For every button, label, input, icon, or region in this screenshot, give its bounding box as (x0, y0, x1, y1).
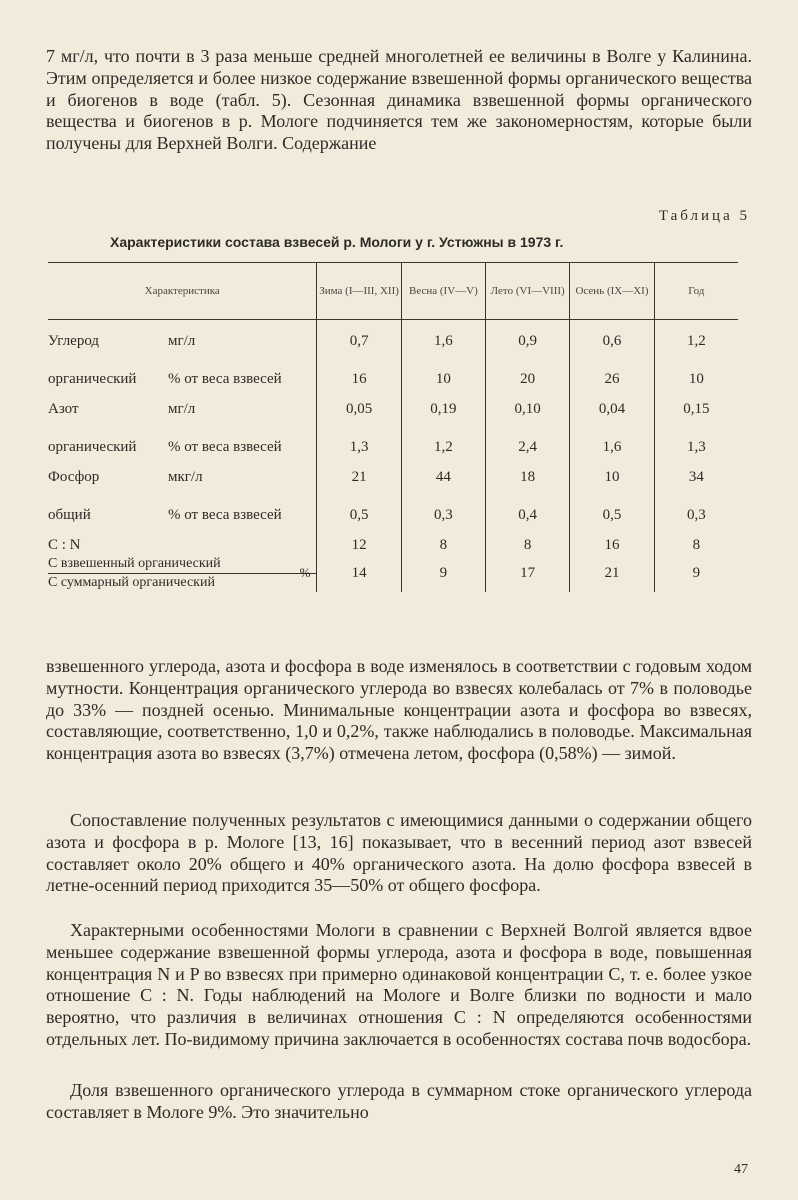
cell-value: 0,3 (401, 486, 485, 524)
cell-value: 0,15 (654, 388, 738, 418)
cell-value: 0,5 (570, 486, 654, 524)
cell-value: 1,3 (317, 418, 401, 456)
table-row (48, 456, 738, 486)
cell-value: 9 (654, 554, 738, 592)
row-characteristic (48, 418, 317, 456)
table-body (48, 320, 738, 593)
row-unit: % от веса взвесей (168, 439, 282, 455)
cell-value: 0,05 (317, 388, 401, 418)
row-unit: % от веса взвесей (168, 371, 282, 387)
cell-value: 21 (317, 456, 401, 486)
cell-value: 1,2 (654, 320, 738, 351)
row-characteristic (48, 554, 317, 592)
row-characteristic (48, 388, 317, 418)
cell-value: 17 (486, 554, 570, 592)
paragraph-after-table-1: взвешенного углерода, азота и фосфора в воде изменялось в соответствии с годовым ходом мутности. Концентрация органического углерода во взвесях колебалась от 7% в половодье до 33% — поздней осенью. Минимальные концентрации азота и фосфора во взвесях, составляющие, соответственно, 1,0 и 0,2%, также наблюдались в половодье. Максимальная концентрация азота во взвесях (3,7%) отмечена летом, фосфора (0,58%) — зимой. (46, 656, 752, 764)
cell-value: 0,10 (486, 388, 570, 418)
cell-value: 2,4 (486, 418, 570, 456)
cell-value: 10 (570, 456, 654, 486)
row-label: C : N (48, 537, 81, 553)
row-label: Углерод (48, 333, 100, 349)
table-caption: Характеристики состава взвесей р. Мологи у г. Устюжны в 1973 г. (110, 234, 564, 250)
cell-value: 1,6 (401, 320, 485, 351)
cell-value: 0,7 (317, 320, 401, 351)
cell-value: 0,6 (570, 320, 654, 351)
header-characteristic: Характеристика (48, 263, 317, 320)
cell-value: 10 (654, 350, 738, 388)
cell-value: 12 (317, 524, 401, 554)
row-label: общий (48, 507, 91, 523)
header-summer: Лето (VI—VIII) (486, 263, 570, 320)
cell-value: 9 (401, 554, 485, 592)
table-row (48, 418, 738, 456)
row-label: Фосфор (48, 469, 100, 485)
data-table (48, 262, 738, 592)
data-table-container (48, 262, 738, 592)
row-unit: мг/л (168, 401, 196, 417)
row-characteristic (48, 350, 317, 388)
row-characteristic (48, 456, 317, 486)
cell-value: 26 (570, 350, 654, 388)
header-spring: Весна (IV—V) (401, 263, 485, 320)
table-row (48, 350, 738, 388)
cell-value: 0,4 (486, 486, 570, 524)
row-unit: % от веса взвесей (168, 507, 282, 523)
table-label: Таблица 5 (658, 208, 750, 224)
cell-value: 44 (401, 456, 485, 486)
cell-value: 10 (401, 350, 485, 388)
paragraph-top: 7 мг/л, что почти в 3 раза меньше средней многолетней ее величины в Волге у Калинина. Этим определяется и более низкое содержание взвешенной формы органического вещества и биогенов в воде (табл. 5). Сезонная динамика взвешенной формы органического вещества и биогенов в р. Мологе подчиняется тем же закономерностям, которые были получены для Верхней Волги. Содержание (46, 46, 752, 154)
header-year: Год (654, 263, 738, 320)
table-row-fraction (48, 554, 738, 592)
cell-value: 34 (654, 456, 738, 486)
cell-value: 18 (486, 456, 570, 486)
cell-value: 8 (401, 524, 485, 554)
row-label: Азот (48, 401, 79, 417)
table-row (48, 524, 738, 554)
row-unit: мкг/л (168, 469, 203, 485)
paragraph-after-table-4: Доля взвешенного органического углерода в суммарном стоке органического углерода составляет в Мологе 9%. Это значительно (46, 1080, 752, 1122)
page-number: 47 (734, 1162, 748, 1177)
fraction-numerator: С взвешенный органический (48, 556, 221, 571)
cell-value: 0,5 (317, 486, 401, 524)
header-autumn: Осень (IX—XI) (570, 263, 654, 320)
header-winter: Зима (I—III, XII) (317, 263, 401, 320)
table-row (48, 486, 738, 524)
cell-value: 21 (570, 554, 654, 592)
table-row (48, 320, 738, 351)
cell-value: 1,3 (654, 418, 738, 456)
table-header-row (48, 263, 738, 320)
cell-value: 8 (486, 524, 570, 554)
cell-value: 20 (486, 350, 570, 388)
cell-value: 16 (570, 524, 654, 554)
cell-value: 0,3 (654, 486, 738, 524)
fraction-unit: % (299, 565, 311, 580)
cell-value: 1,2 (401, 418, 485, 456)
row-label: органический (48, 439, 137, 455)
cell-value: 0,04 (570, 388, 654, 418)
paragraph-after-table-3: Характерными особенностями Мологи в сравнении с Верхней Волгой является вдвое меньшее содержание взвешенной формы углерода, азота и фосфора в воде, повышенная концентрация N и P во взвесях при примерно одинаковой концентрации С, т. е. более узкое отношение C : N. Годы наблюдений на Мологе и Волге близки по водности и мало вероятно, что различия в величинах отношения C : N определяются особенностями отдельных лет. По-видимому причина заключается в особенностях состава почв водосбора. (46, 920, 752, 1049)
fraction-label (48, 555, 316, 592)
row-characteristic (48, 524, 317, 554)
cell-value: 16 (317, 350, 401, 388)
row-characteristic (48, 486, 317, 524)
cell-value: 14 (317, 554, 401, 592)
paragraph-after-table-2: Сопоставление полученных результатов с имеющимися данными о содержании общего азота и фосфора в р. Мологе [13, 16] показывает, что в весенний период азот взвесей составляет около 20% общего и 40% органического азота. На долю фосфора взвесей в летне-осенний период приходится 35—50% от общего фосфора. (46, 810, 752, 896)
cell-value: 8 (654, 524, 738, 554)
fraction-denominator: С суммарный органический (48, 573, 316, 592)
cell-value: 0,19 (401, 388, 485, 418)
row-unit: мг/л (168, 333, 196, 349)
row-label: органический (48, 371, 137, 387)
cell-value: 0,9 (486, 320, 570, 351)
table-row (48, 388, 738, 418)
cell-value: 1,6 (570, 418, 654, 456)
row-characteristic (48, 320, 317, 351)
